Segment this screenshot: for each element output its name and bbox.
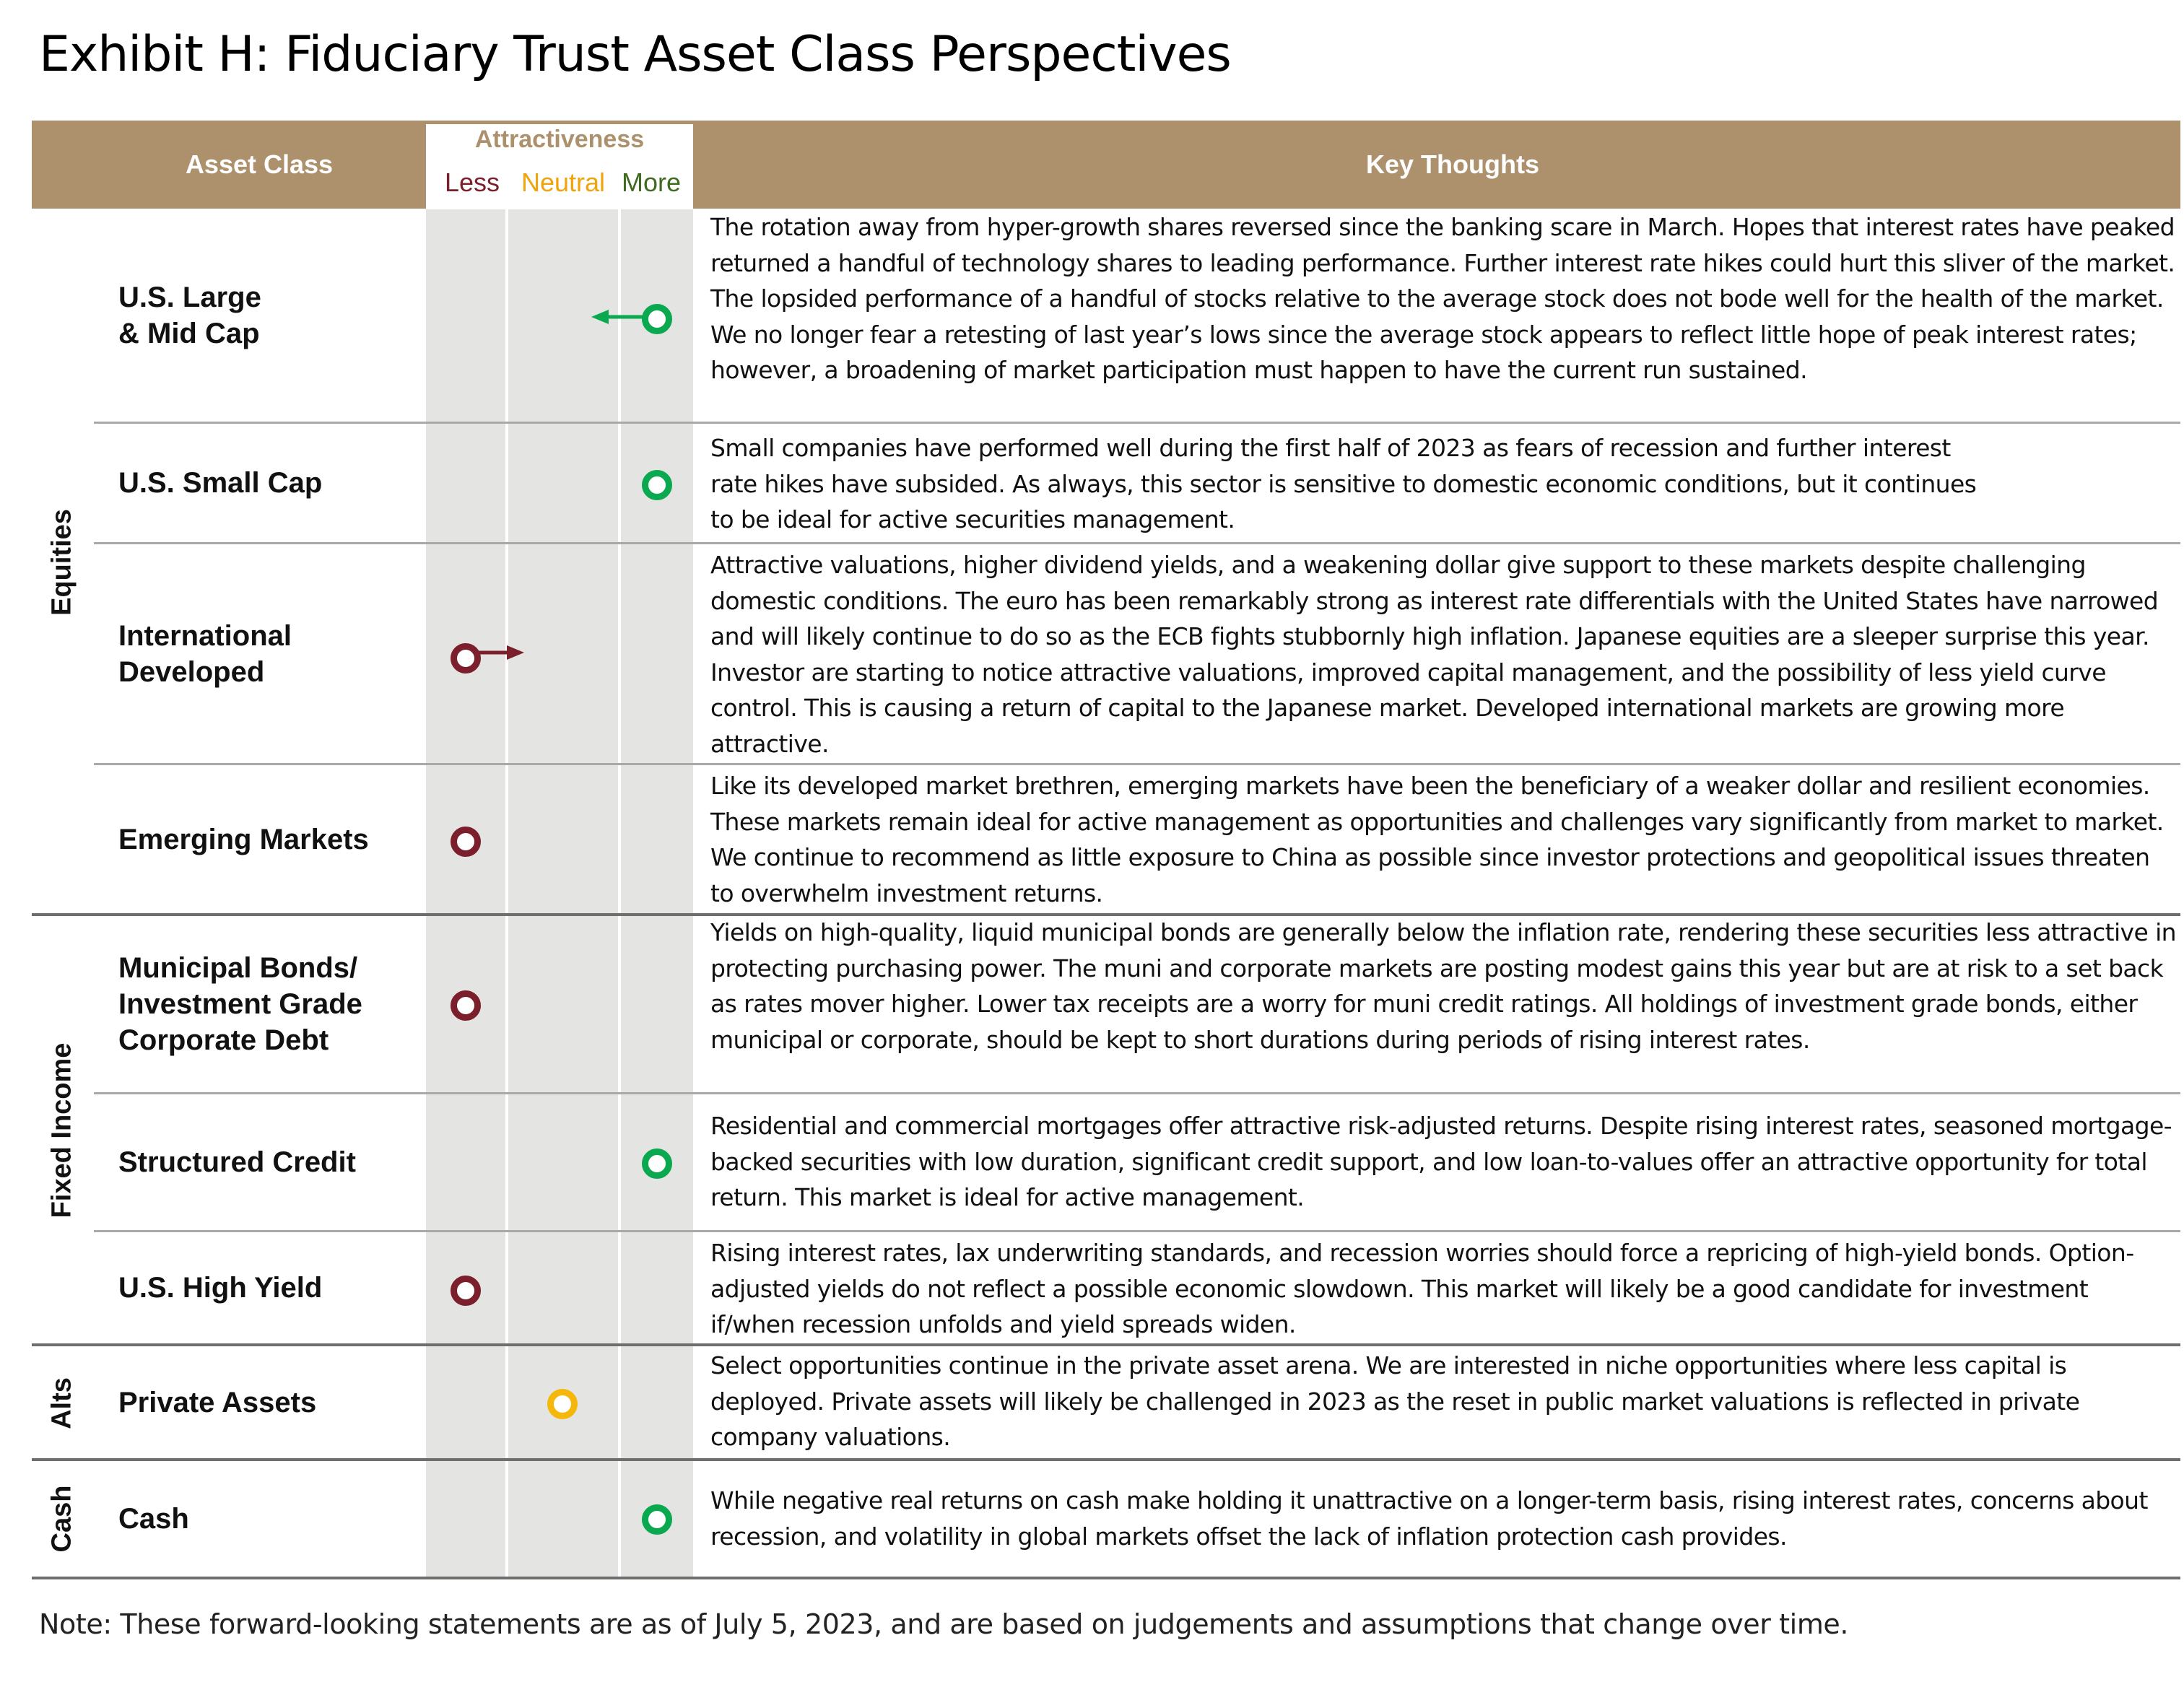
rating-less-icon [451,990,481,1021]
group-fixed-income-label: Fixed Income [46,1042,77,1219]
group-alts [32,1346,92,1460]
row-label-international-developed: International Developed [118,619,292,688]
header-asset-class: Asset Class [185,149,334,179]
row-text-emerging-markets: Like its developed market brethren, emerging markets have been the beneficiary of a weaker dollar and resilient economies. These markets remain ideal for active management as opportunities and challenges vary significantly from market to market. We continue to recommend as little exposure to China as possible since investor protections and geopolitical issues threaten to overwhelm investment returns. [710,772,2164,907]
row-text-cash: While negative real returns on cash make holding it unattractive on a longer-term basis, rising interest rates, concerns about recession, and volatility in global markets offset the lack of inflation protection cash provides. [710,1486,2148,1551]
group-cash-label: Cash [46,1485,77,1553]
header-attractiveness [426,124,693,209]
footnote: Note: These forward-looking statements are as of July 5, 2023, and are based on judgements and assumptions that change over time. [39,1608,1849,1640]
group-equities-label: Equities [46,508,77,616]
trend-arrow-right-icon [477,640,527,668]
group-fixed-income [32,916,92,1345]
more-column [621,209,693,1579]
row-label-cash: Cash [118,1503,189,1535]
rating-more-icon [642,304,672,334]
row-text-international-developed: Attractive valuations, higher dividend yields, and a weakening dollar give support to these markets despite challenging domestic conditions. The euro has been remarkably strong as interest rate differentials with the United States have narrowed and will likely continue to do so as the ECB fights stubbornly high inflation. Japanese equities are a sleeper surprise this year. Investor are starting to notice attractive valuations, improved capital management, and the possibility of less yield curve control. This is causing a return of capital to the Japanese market. Developed international markets are growing more attractive. [710,551,2159,758]
row-text-us-large-mid-cap: The rotation away from hyper-growth shares reversed since the banking scare in March. Hopes that interest rates have peaked returned a handful of technology shares to leading performance. Further interest rate hikes could hurt this sliver of the market. The lopsided performance of a handful of stocks relative to the average stock does not bode well for the health of the market. We no longer fear a retesting of last year’s lows since the average stock appears to reflect little hope of peak interest rates; however, a broadening of market participation must happen to have the current run sustained. [710,213,2175,384]
attractiveness-neutral-label: Neutral [521,167,606,197]
row-label-emerging-markets: Emerging Markets [118,823,369,855]
header-key-thoughts: Key Thoughts [1366,149,1539,179]
table-header [32,121,2180,209]
neutral-column [508,209,618,1579]
group-cash [32,1461,92,1577]
row-label-us-large-mid-cap: U.S. Large & Mid Cap [118,282,261,349]
attractiveness-less-label: Less [444,167,500,197]
group-equities [32,209,92,915]
attractiveness-title: Attractiveness [474,126,645,153]
less-column [426,209,505,1579]
attractiveness-more-label: More [621,167,682,197]
row-label-us-high-yield: U.S. High Yield [118,1272,323,1304]
row-text-structured-credit: Residential and commercial mortgages offer attractive risk-adjusted returns. Despite rising interest rates, seasoned mortgage-backed securities with low duration, significant credit support, and low loan-to-values offer an attractive opportunity for total return. This market is ideal for active management. [710,1112,2172,1211]
page-title: Exhibit H: Fiduciary Trust Asset Class Perspectives [39,26,1231,83]
rating-more-icon [642,1504,672,1535]
rating-more-icon [642,470,672,500]
row-label-structured-credit: Structured Credit [118,1146,356,1178]
rating-more-icon [642,1148,672,1179]
group-alts-label: Alts [46,1377,77,1429]
row-text-us-high-yield: Rising interest rates, lax underwriting standards, and recession worries should force a repricing of high-yield bonds. Option-adjusted yields do not reflect a possible economic slowdown. This market will likely be a good candidate for investment if/when recession unfolds and yield spreads widen. [710,1239,2134,1338]
rating-less-icon [451,827,481,857]
rating-neutral-icon [547,1389,578,1419]
row-text-us-small-cap: Small companies have performed well during the first half of 2023 as fears of recession and further interest rate hikes have subsided. As always, this sector is sensitive to domestic economic conditions, but it continues to be ideal for active securities management. [710,434,1977,533]
row-label-us-small-cap: U.S. Small Cap [118,467,323,499]
table-bottom-border [32,1577,2180,1579]
row-text-private-assets: Select opportunities continue in the private asset arena. We are interested in niche opportunities where less capital is deployed. Private assets will likely be challenged in 2023 as the reset in public market valuations is reflected in private company valuations. [710,1351,2080,1451]
row-text-municipal-bonds: Yields on high-quality, liquid municipal bonds are generally below the inflation rate, rendering these securities less attractive in protecting purchasing power. The muni and corporate markets are posting modest gains this year but are at risk to a set back as rates mover higher. Lower tax receipts are a worry for muni credit ratings. All holdings of investment grade bonds, either municipal or corporate, should be kept to short durations during periods of rising interest rates. [710,918,2176,1054]
row-label-municipal-bonds: Municipal Bonds/ Investment Grade Corporate Debt [118,952,362,1056]
rating-less-icon [451,1276,481,1306]
row-label-private-assets: Private Assets [118,1386,317,1418]
